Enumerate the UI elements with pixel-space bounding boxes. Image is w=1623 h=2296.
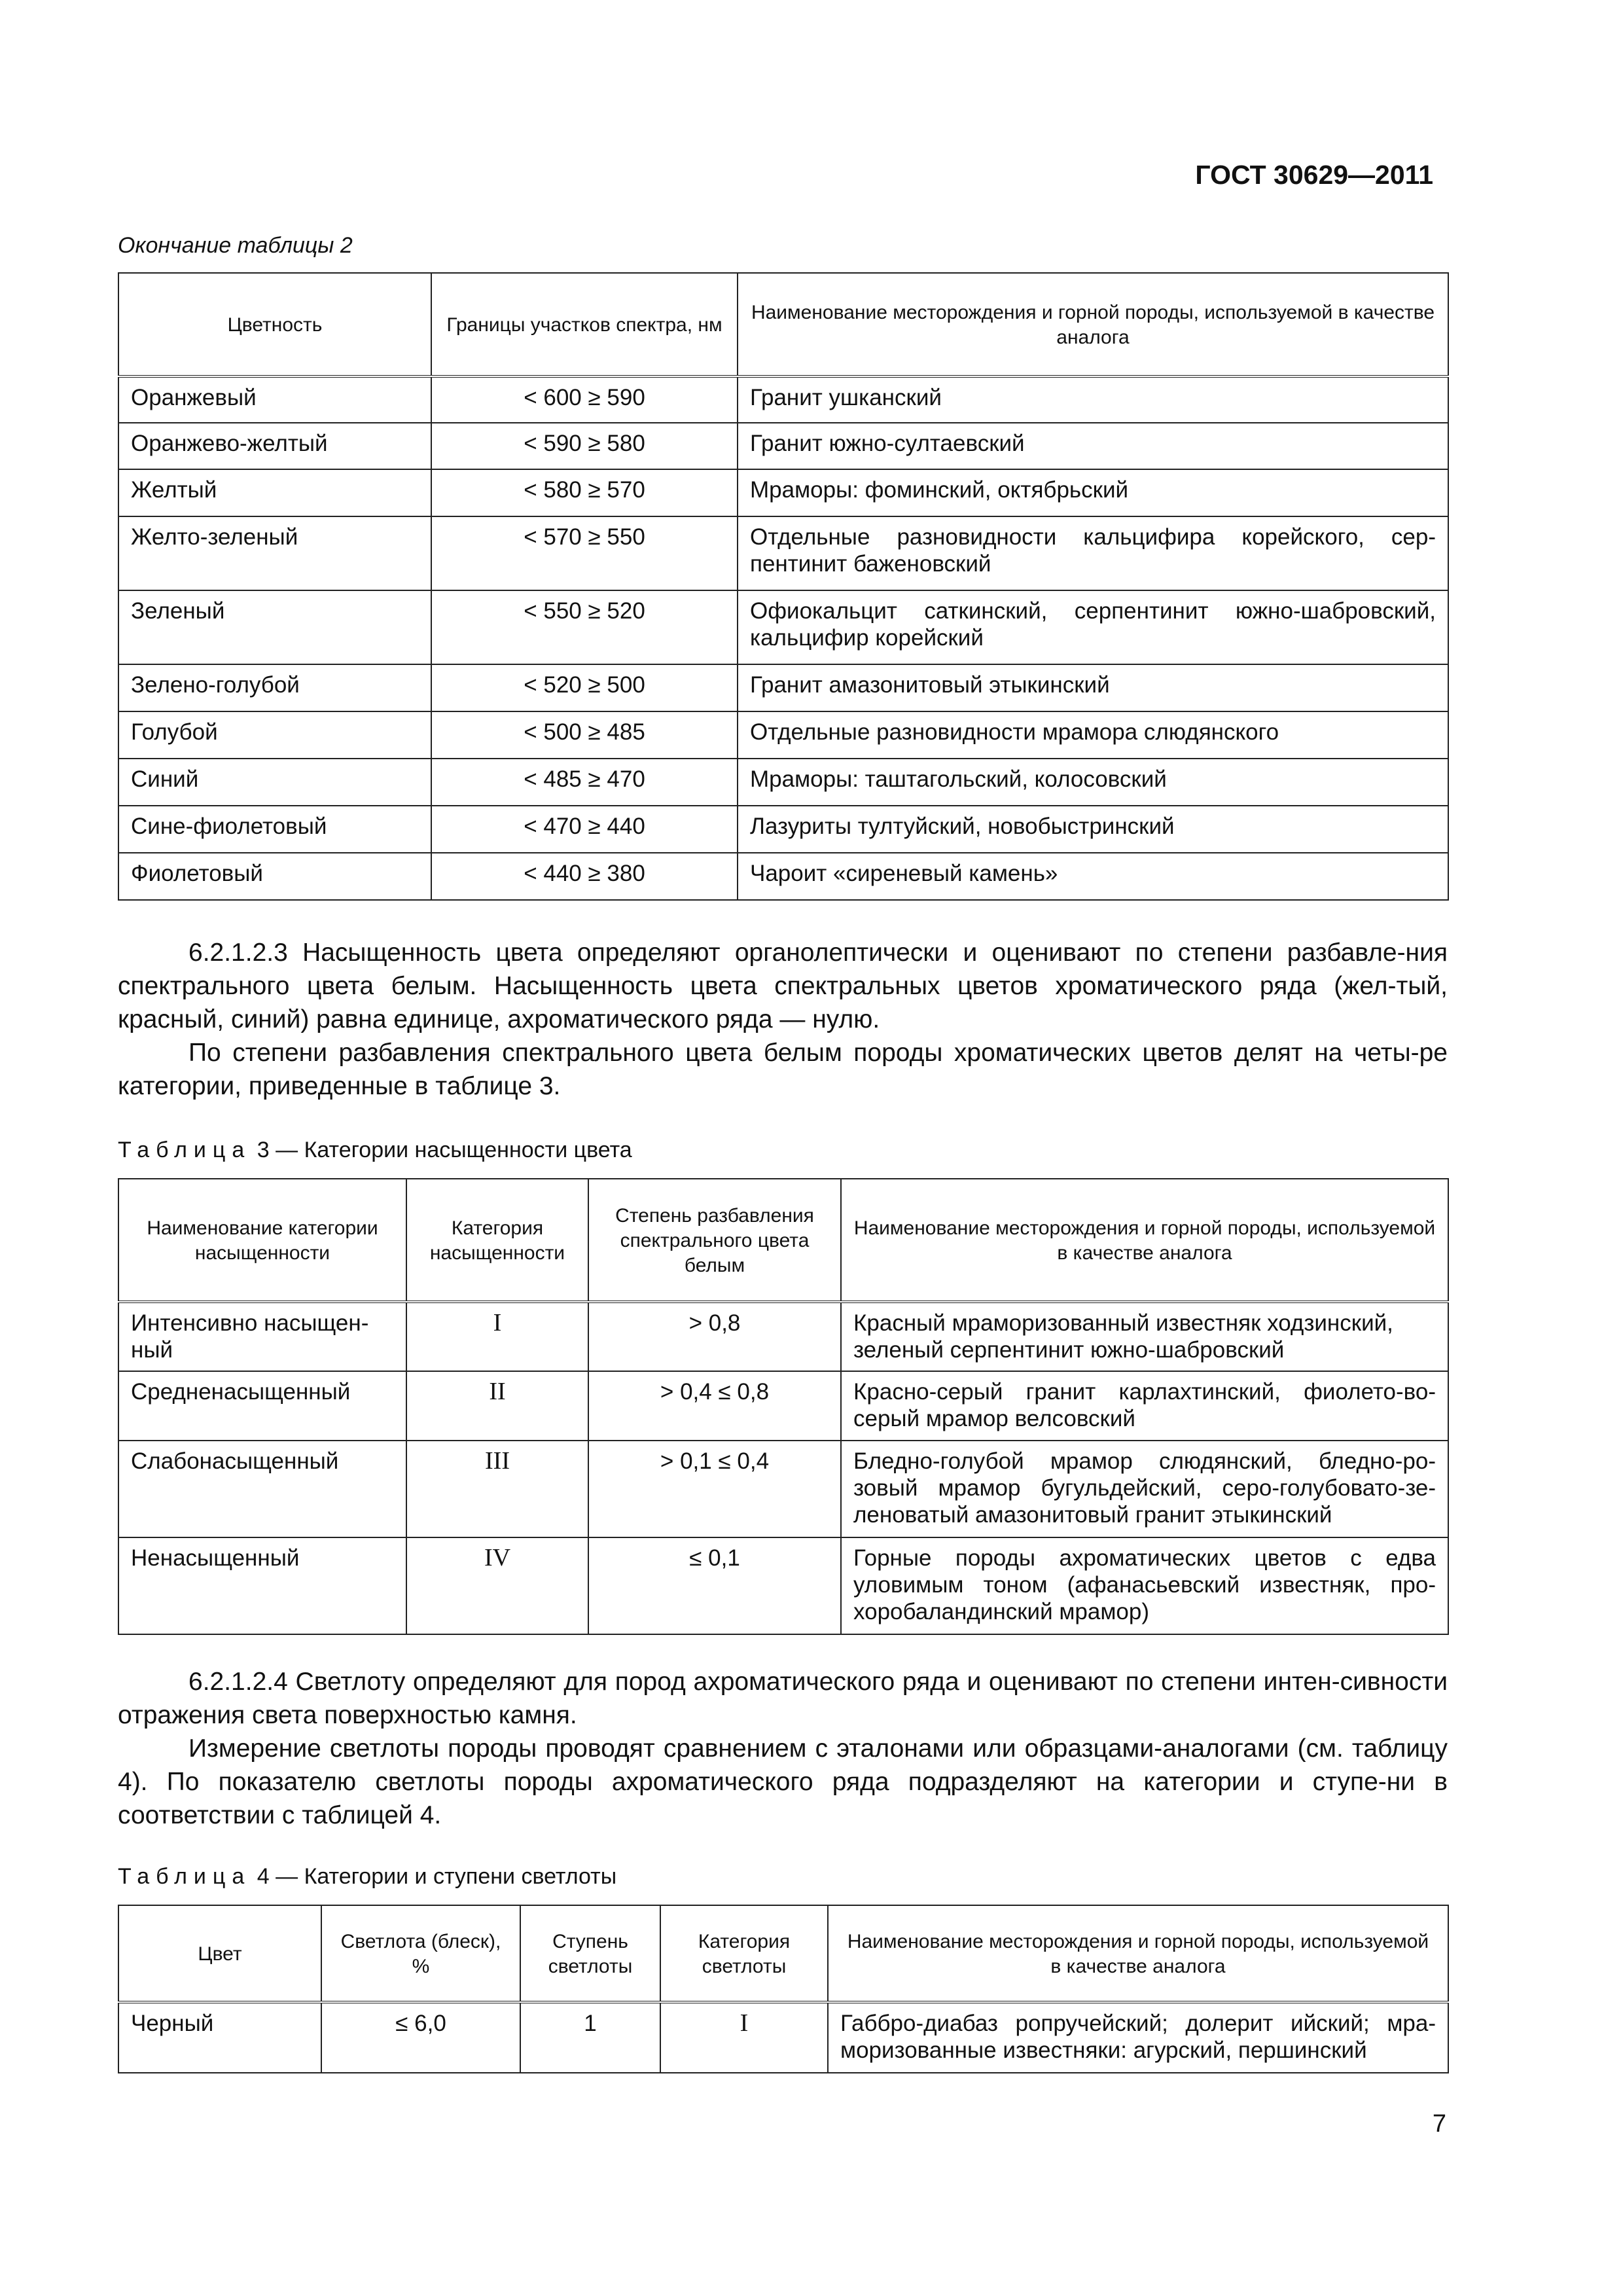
table2-cell: < 485 ≥ 470: [431, 759, 738, 806]
table2-cell: Чароит «сиреневый камень»: [738, 853, 1448, 900]
table3-header-dilution: Степень разбавления спектрального цвета белым: [588, 1179, 841, 1302]
table2-cell: < 500 ≥ 485: [431, 711, 738, 759]
table2-cell: Отдельные разновидности мрамора слюдянского: [738, 711, 1448, 759]
paragraph: Измерение светлоты породы проводят сравнением с эталонами или образцами-аналогами (см. таблицу 4). По показателю светлоты породы ахроматического ряда подразделяют на категории и ступе-ни в соответствии с таблицей 4.: [118, 1734, 1448, 1829]
table-row: [118, 469, 1448, 516]
table2-header-color: Цветность: [118, 273, 431, 376]
table3-cell: III: [406, 1441, 588, 1537]
table4-caption: [118, 1864, 616, 1890]
table4-header-category: Категория светлоты: [660, 1905, 828, 2002]
table2-cell: < 580 ≥ 570: [431, 469, 738, 516]
table4-cell: I: [660, 2002, 828, 2073]
table2-cell: Оранжево-желтый: [118, 423, 431, 469]
table3-cell: Бледно-голубой мрамор слюдянский, бледно-ро-зовый мрамор бугульдейский, серо-голубовато-зе-леноватый амазонитовый гранит этыкинский: [841, 1441, 1448, 1537]
table2-cell: Зеленый: [118, 590, 431, 664]
table3-cell: II: [406, 1371, 588, 1441]
table3-cell: Интенсивно насыщен-ный: [118, 1302, 406, 1371]
table2-cell: < 520 ≥ 500: [431, 664, 738, 711]
table4-header-color: Цвет: [118, 1905, 321, 2002]
page-number: 7: [1432, 2110, 1446, 2138]
table4-caption-label: Таблица: [118, 1864, 251, 1889]
table2-cell: Желтый: [118, 469, 431, 516]
table-row: [118, 2002, 1448, 2073]
table-row: [118, 1537, 1448, 1634]
table2-cell: Синий: [118, 759, 431, 806]
table3-cell: > 0,8: [588, 1302, 841, 1371]
table2-cell: < 550 ≥ 520: [431, 590, 738, 664]
table3-cell: Красно-серый гранит карлахтинский, фиолето-во-серый мрамор велсовский: [841, 1371, 1448, 1441]
table2-cell: Голубой: [118, 711, 431, 759]
table3-header-deposit: Наименование месторождения и горной породы, используемой в качестве аналога: [841, 1179, 1448, 1302]
table2-cell: Лазуриты тултуйский, новобыстринский: [738, 806, 1448, 853]
table2-cell: Гранит ушканский: [738, 376, 1448, 423]
table3-cell: IV: [406, 1537, 588, 1634]
table2-cell: < 590 ≥ 580: [431, 423, 738, 469]
table2: [118, 272, 1449, 901]
table4-header-deposit: Наименование месторождения и горной породы, используемой в качестве аналога: [828, 1905, 1448, 2002]
table3-caption-label: Таблица: [118, 1138, 251, 1162]
table-row: [118, 1371, 1448, 1441]
table2-cell: Гранит амазонитовый этыкинский: [738, 664, 1448, 711]
table2-cell: Зелено-голубой: [118, 664, 431, 711]
table4-caption-title: 4 — Категории и ступени светлоты: [257, 1864, 617, 1889]
table4-header-lightness: Светлота (блеск), %: [321, 1905, 520, 2002]
table2-cell: < 570 ≥ 550: [431, 516, 738, 590]
table-row: [118, 376, 1448, 423]
table2-cell: Желто-зеленый: [118, 516, 431, 590]
table3-header-category: Категория насыщенности: [406, 1179, 588, 1302]
table3: [118, 1178, 1449, 1635]
table2-cell: Фиолетовый: [118, 853, 431, 900]
table2-cell: < 600 ≥ 590: [431, 376, 738, 423]
paragraph: 6.2.1.2.3 Насыщенность цвета определяют органолептически и оценивают по степени разбавле-ния спектрального цвета белым. Насыщенность цвета спектральных цветов хроматического ряда (жел-тый, красный, синий) равна единице, ахроматического ряда — нулю.: [118, 939, 1448, 1033]
table3-cell: Ненасыщенный: [118, 1537, 406, 1634]
table2-caption: Окончание таблицы 2: [118, 233, 353, 258]
document-code: ГОСТ 30629—2011: [1195, 160, 1433, 190]
table4: [118, 1905, 1449, 2073]
section-6-2-1-2-3: [118, 936, 1448, 1103]
table3-header-category-name: Наименование категории насыщенности: [118, 1179, 406, 1302]
table-row: [118, 711, 1448, 759]
table3-cell: Горные породы ахроматических цветов с едва уловимым тоном (афанасьевский известняк, про-хоробаландинский мрамор): [841, 1537, 1448, 1634]
table3-cell: > 0,4 ≤ 0,8: [588, 1371, 841, 1441]
table2-cell: Оранжевый: [118, 376, 431, 423]
table3-caption-title: 3 — Категории насыщенности цвета: [257, 1138, 632, 1162]
table4-cell: 1: [520, 2002, 660, 2073]
table-row: [118, 516, 1448, 590]
table3-cell: Средненасыщенный: [118, 1371, 406, 1441]
table2-header-deposit: Наименование месторождения и горной породы, используемой в качестве аналога: [738, 273, 1448, 376]
table3-caption: [118, 1138, 632, 1163]
section-6-2-1-2-4: [118, 1665, 1448, 1832]
table2-cell: < 470 ≥ 440: [431, 806, 738, 853]
table4-cell: ≤ 6,0: [321, 2002, 520, 2073]
paragraph: 6.2.1.2.4 Светлоту определяют для пород ахроматического ряда и оценивают по степени интен-сивности отражения света поверхностью камня.: [118, 1668, 1448, 1729]
table2-cell: Сине-фиолетовый: [118, 806, 431, 853]
table2-cell: Мраморы: таштагольский, колосовский: [738, 759, 1448, 806]
table3-cell: ≤ 0,1: [588, 1537, 841, 1634]
table2-cell: Мраморы: фоминский, октябрьский: [738, 469, 1448, 516]
table3-cell: Красный мраморизованный известняк ходзинский, зеленый серпентинит южно-шабровский: [841, 1302, 1448, 1371]
table2-cell: Гранит южно-султаевский: [738, 423, 1448, 469]
table-row: [118, 1441, 1448, 1537]
table-row: [118, 759, 1448, 806]
table3-cell: > 0,1 ≤ 0,4: [588, 1441, 841, 1537]
table-row: [118, 806, 1448, 853]
table2-header-spectrum: Границы участков спектра, нм: [431, 273, 738, 376]
table4-cell: Габбро-диабаз ропручейский; долерит ийский; мра-моризованные известняки: агурский, першинский: [828, 2002, 1448, 2073]
table2-cell: Офиокальцит саткинский, серпентинит южно-шабровский, кальцифир корейский: [738, 590, 1448, 664]
table2-cell: Отдельные разновидности кальцифира корейского, сер-пентинит баженовский: [738, 516, 1448, 590]
table-row: [118, 664, 1448, 711]
table2-cell: < 440 ≥ 380: [431, 853, 738, 900]
paragraph: По степени разбавления спектрального цвета белым породы хроматических цветов делят на четы-ре категории, приведенные в таблице 3.: [118, 1039, 1448, 1100]
table4-cell: Черный: [118, 2002, 321, 2073]
table4-header-grade: Ступень светлоты: [520, 1905, 660, 2002]
table-row: [118, 590, 1448, 664]
table3-cell: I: [406, 1302, 588, 1371]
table-row: [118, 423, 1448, 469]
table3-cell: Слабонасыщенный: [118, 1441, 406, 1537]
table-row: [118, 1302, 1448, 1371]
table-row: [118, 853, 1448, 900]
